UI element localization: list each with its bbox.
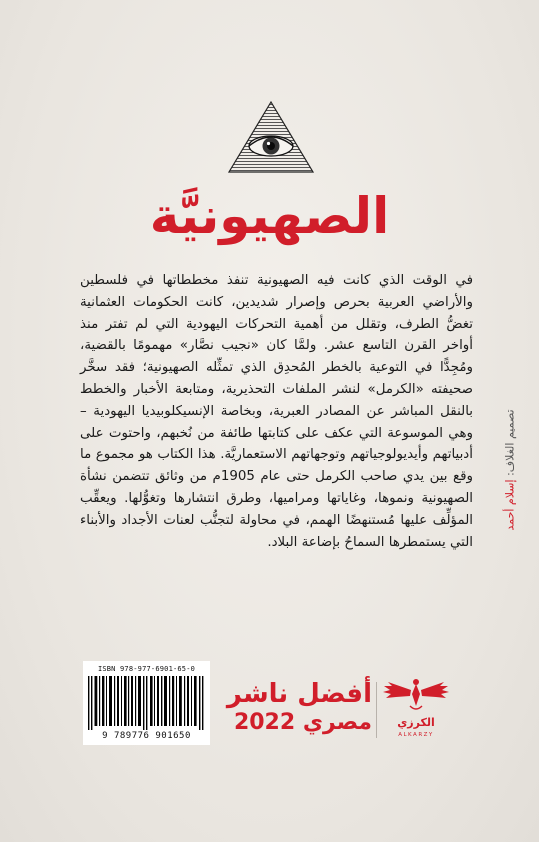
publisher-latin-name: ALKARZY — [398, 732, 434, 738]
award-line-1: أفضل ناشر — [226, 679, 372, 709]
publisher-logo — [380, 676, 452, 742]
isbn-digits: 9 789776 901650 — [102, 731, 191, 741]
book-title: الصهيونيَّة — [149, 187, 390, 245]
publisher-name: الكرزي — [397, 716, 435, 729]
winged-emblem-icon — [380, 676, 452, 716]
isbn-barcode — [83, 661, 210, 745]
cover-designer-credit — [504, 409, 517, 530]
divider — [376, 682, 377, 738]
barcode-bars — [86, 676, 207, 730]
blurb-text: في الوقت الذي كانت فيه الصهيونية تنفذ مخططاتها في فلسطين والأراضي العربية بحرص وإصرار شديدين، كانت الحكومات العثمانية تغضُّ الطرف، وتقلل من أهمية التحركات اليهودية التي لم تفتر منذ أواخر القرن التاسع عشر. ولمَّا كان «نجيب نصَّار» مهمومًا بالقضية، ومُجِدًّا في التوعية بالخطر المُحدِق الذي تمثِّله الصهيونية؛ فقد سخَّر صحيفته «الكرمل» لنشر الملفات التحذيرية، ومتابعة الأخبار والخطط بالنقل المباشر عن المصادر العبرية، وبخاصة الإنسيكلوبيديا اليهودية – وهي الموسوعة التي عكف على كتابتها طائفة من نُخبهم، واحتوت على أدبياتهم وأيديولوجياتهم وتوجهاتهم الاستعماريَّة. هذا الكتاب هو مجموع ما وقع بين يدي صاحب الكرمل حتى عام 1905م من وثائق تتضمن نشأة الصهيونية ونموها، وغاياتها ومراميها، وطرق انتشارها وتغوُّلها. ويعقِّب المؤلِّف عليها مُستنهضًا الهمم، في محاولة لتجنُّب لعنات الأجداد والأبناء التي يستمطرها السماحُ بإضاعة البلاد. — [80, 273, 474, 550]
award-line-2 — [234, 709, 372, 737]
isbn-label: ISBN 978-977-6901-65-0 — [97, 665, 196, 673]
award-year: 2022 — [233, 710, 296, 735]
designer-name: إسلام أحمد — [503, 479, 517, 531]
award-country: مصري — [302, 710, 372, 735]
eye-pyramid-icon — [227, 100, 315, 174]
best-publisher-award — [222, 679, 372, 743]
designer-label: تصميم الغلاف: — [503, 409, 517, 476]
